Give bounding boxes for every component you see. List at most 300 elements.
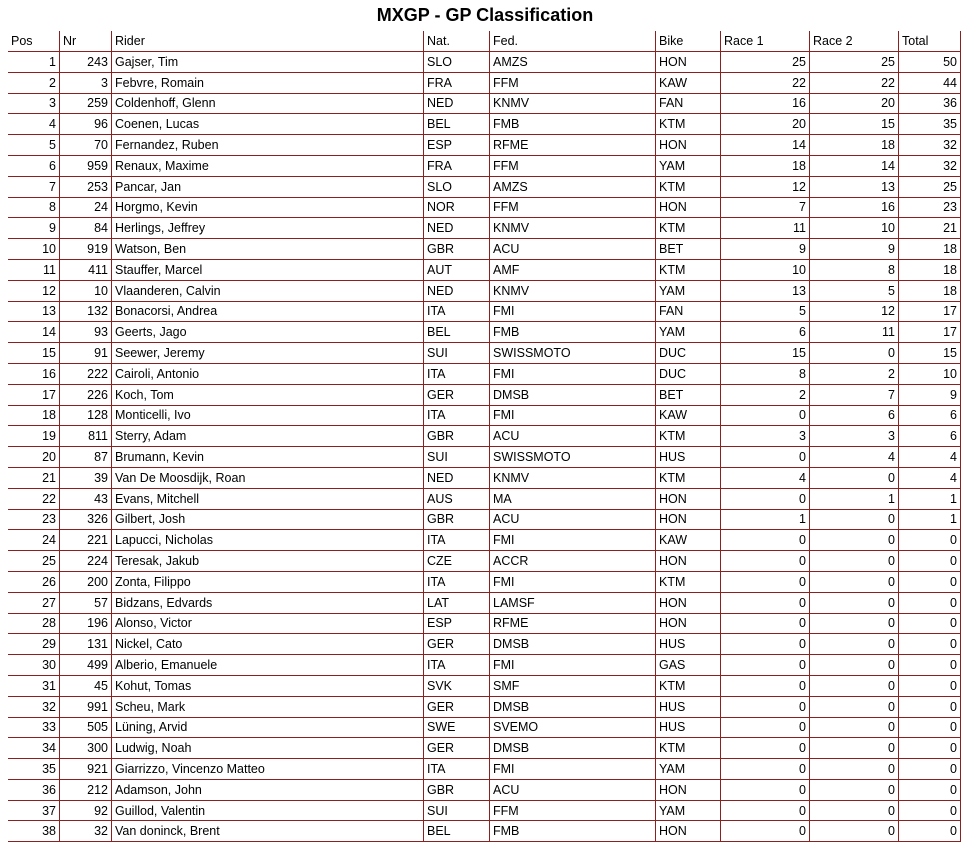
bike-cell: HON bbox=[656, 135, 721, 156]
nr-cell: 96 bbox=[60, 114, 112, 135]
race1-cell: 0 bbox=[721, 614, 810, 635]
table-row bbox=[8, 614, 961, 635]
race2-cell: 4 bbox=[810, 447, 899, 468]
rider-cell: Scheu, Mark bbox=[112, 697, 424, 718]
nat-cell: ITA bbox=[424, 572, 490, 593]
nat-cell: NOR bbox=[424, 198, 490, 219]
pos-cell: 35 bbox=[8, 759, 60, 780]
race1-cell: 0 bbox=[721, 530, 810, 551]
race2-cell: 18 bbox=[810, 135, 899, 156]
fed-cell: DMSB bbox=[490, 697, 656, 718]
race2-cell: 5 bbox=[810, 281, 899, 302]
rider-cell: Herlings, Jeffrey bbox=[112, 218, 424, 239]
fed-cell: FMI bbox=[490, 530, 656, 551]
rider-cell: Alberio, Emanuele bbox=[112, 655, 424, 676]
race2-cell: 3 bbox=[810, 426, 899, 447]
total-cell: 0 bbox=[899, 614, 961, 635]
fed-cell: FMB bbox=[490, 114, 656, 135]
fed-cell: FMB bbox=[490, 821, 656, 842]
pos-cell: 37 bbox=[8, 801, 60, 822]
race1-cell: 8 bbox=[721, 364, 810, 385]
race2-cell: 0 bbox=[810, 634, 899, 655]
fed-cell: FMB bbox=[490, 322, 656, 343]
nr-cell: 253 bbox=[60, 177, 112, 198]
pos-cell: 3 bbox=[8, 94, 60, 115]
bike-cell: KTM bbox=[656, 572, 721, 593]
bike-cell: KAW bbox=[656, 530, 721, 551]
race2-cell: 0 bbox=[810, 593, 899, 614]
rider-cell: Zonta, Filippo bbox=[112, 572, 424, 593]
bike-cell: KTM bbox=[656, 114, 721, 135]
rider-cell: Monticelli, Ivo bbox=[112, 406, 424, 427]
table-row bbox=[8, 759, 961, 780]
bike-cell: KTM bbox=[656, 676, 721, 697]
table-row bbox=[8, 551, 961, 572]
total-cell: 6 bbox=[899, 426, 961, 447]
rider-cell: Gilbert, Josh bbox=[112, 510, 424, 531]
nat-cell: ITA bbox=[424, 302, 490, 323]
total-cell: 0 bbox=[899, 738, 961, 759]
rider-cell: Geerts, Jago bbox=[112, 322, 424, 343]
nr-cell: 259 bbox=[60, 94, 112, 115]
fed-cell: LAMSF bbox=[490, 593, 656, 614]
nat-cell: GBR bbox=[424, 510, 490, 531]
nat-cell: ESP bbox=[424, 614, 490, 635]
race2-cell: 13 bbox=[810, 177, 899, 198]
table-row bbox=[8, 218, 961, 239]
total-cell: 9 bbox=[899, 385, 961, 406]
nr-cell: 226 bbox=[60, 385, 112, 406]
rider-cell: Alonso, Victor bbox=[112, 614, 424, 635]
bike-cell: BET bbox=[656, 385, 721, 406]
table-row bbox=[8, 135, 961, 156]
fed-cell: DMSB bbox=[490, 738, 656, 759]
race2-cell: 6 bbox=[810, 406, 899, 427]
nat-cell: ESP bbox=[424, 135, 490, 156]
fed-cell: FMI bbox=[490, 655, 656, 676]
rider-cell: Stauffer, Marcel bbox=[112, 260, 424, 281]
rider-cell: Nickel, Cato bbox=[112, 634, 424, 655]
pos-cell: 9 bbox=[8, 218, 60, 239]
race1-cell: 25 bbox=[721, 52, 810, 73]
race2-cell: 11 bbox=[810, 322, 899, 343]
fed-cell: ACU bbox=[490, 510, 656, 531]
pos-cell: 10 bbox=[8, 239, 60, 260]
rider-cell: Ludwig, Noah bbox=[112, 738, 424, 759]
table-row bbox=[8, 468, 961, 489]
pos-cell: 38 bbox=[8, 821, 60, 842]
race2-cell: 0 bbox=[810, 343, 899, 364]
table-row bbox=[8, 697, 961, 718]
nr-cell: 991 bbox=[60, 697, 112, 718]
total-cell: 6 bbox=[899, 406, 961, 427]
race2-cell: 0 bbox=[810, 572, 899, 593]
race2-cell: 0 bbox=[810, 614, 899, 635]
race1-cell: 14 bbox=[721, 135, 810, 156]
fed-cell: FMI bbox=[490, 572, 656, 593]
rider-cell: Pancar, Jan bbox=[112, 177, 424, 198]
header-fed[interactable]: Fed. bbox=[490, 31, 656, 52]
pos-cell: 36 bbox=[8, 780, 60, 801]
fed-cell: AMZS bbox=[490, 52, 656, 73]
table-row bbox=[8, 572, 961, 593]
fed-cell: SMF bbox=[490, 676, 656, 697]
race1-cell: 0 bbox=[721, 593, 810, 614]
race1-cell: 9 bbox=[721, 239, 810, 260]
nr-cell: 10 bbox=[60, 281, 112, 302]
total-cell: 36 bbox=[899, 94, 961, 115]
total-cell: 0 bbox=[899, 759, 961, 780]
nr-cell: 91 bbox=[60, 343, 112, 364]
table-row bbox=[8, 52, 961, 73]
nr-cell: 92 bbox=[60, 801, 112, 822]
race2-cell: 0 bbox=[810, 780, 899, 801]
total-cell: 0 bbox=[899, 530, 961, 551]
bike-cell: HUS bbox=[656, 447, 721, 468]
fed-cell: MA bbox=[490, 489, 656, 510]
bike-cell: YAM bbox=[656, 156, 721, 177]
total-cell: 0 bbox=[899, 697, 961, 718]
nat-cell: SUI bbox=[424, 343, 490, 364]
nr-cell: 919 bbox=[60, 239, 112, 260]
nr-cell: 221 bbox=[60, 530, 112, 551]
rider-cell: Adamson, John bbox=[112, 780, 424, 801]
pos-cell: 15 bbox=[8, 343, 60, 364]
race1-cell: 0 bbox=[721, 634, 810, 655]
race2-cell: 0 bbox=[810, 821, 899, 842]
pos-cell: 22 bbox=[8, 489, 60, 510]
total-cell: 4 bbox=[899, 468, 961, 489]
rider-cell: Coldenhoff, Glenn bbox=[112, 94, 424, 115]
total-cell: 17 bbox=[899, 302, 961, 323]
rider-cell: Giarrizzo, Vincenzo Matteo bbox=[112, 759, 424, 780]
total-cell: 0 bbox=[899, 655, 961, 676]
race1-cell: 0 bbox=[721, 655, 810, 676]
nr-cell: 224 bbox=[60, 551, 112, 572]
nat-cell: AUT bbox=[424, 260, 490, 281]
race2-cell: 25 bbox=[810, 52, 899, 73]
nr-cell: 87 bbox=[60, 447, 112, 468]
race1-cell: 6 bbox=[721, 322, 810, 343]
rider-cell: Renaux, Maxime bbox=[112, 156, 424, 177]
header-race1[interactable]: Race 1 bbox=[721, 31, 810, 52]
race2-cell: 20 bbox=[810, 94, 899, 115]
pos-cell: 29 bbox=[8, 634, 60, 655]
race1-cell: 0 bbox=[721, 406, 810, 427]
table-row bbox=[8, 94, 961, 115]
pos-cell: 5 bbox=[8, 135, 60, 156]
bike-cell: YAM bbox=[656, 322, 721, 343]
rider-cell: Lüning, Arvid bbox=[112, 718, 424, 739]
fed-cell: FMI bbox=[490, 759, 656, 780]
bike-cell: KTM bbox=[656, 177, 721, 198]
nat-cell: AUS bbox=[424, 489, 490, 510]
pos-cell: 31 bbox=[8, 676, 60, 697]
nr-cell: 499 bbox=[60, 655, 112, 676]
nr-cell: 128 bbox=[60, 406, 112, 427]
nat-cell: SLO bbox=[424, 177, 490, 198]
rider-cell: Watson, Ben bbox=[112, 239, 424, 260]
table-row bbox=[8, 738, 961, 759]
pos-cell: 26 bbox=[8, 572, 60, 593]
pos-cell: 33 bbox=[8, 718, 60, 739]
nat-cell: BEL bbox=[424, 114, 490, 135]
nat-cell: FRA bbox=[424, 73, 490, 94]
pos-cell: 30 bbox=[8, 655, 60, 676]
header-race2[interactable]: Race 2 bbox=[810, 31, 899, 52]
nr-cell: 45 bbox=[60, 676, 112, 697]
table-row bbox=[8, 530, 961, 551]
race2-cell: 15 bbox=[810, 114, 899, 135]
race1-cell: 4 bbox=[721, 468, 810, 489]
pos-cell: 21 bbox=[8, 468, 60, 489]
table-row bbox=[8, 489, 961, 510]
race1-cell: 18 bbox=[721, 156, 810, 177]
nat-cell: GER bbox=[424, 634, 490, 655]
table-row bbox=[8, 447, 961, 468]
nat-cell: BEL bbox=[424, 322, 490, 343]
nat-cell: GBR bbox=[424, 239, 490, 260]
pos-cell: 13 bbox=[8, 302, 60, 323]
race2-cell: 16 bbox=[810, 198, 899, 219]
total-cell: 0 bbox=[899, 676, 961, 697]
bike-cell: KTM bbox=[656, 738, 721, 759]
table-row bbox=[8, 510, 961, 531]
nat-cell: SUI bbox=[424, 801, 490, 822]
fed-cell: KNMV bbox=[490, 468, 656, 489]
total-cell: 4 bbox=[899, 447, 961, 468]
nat-cell: FRA bbox=[424, 156, 490, 177]
total-cell: 17 bbox=[899, 322, 961, 343]
nr-cell: 222 bbox=[60, 364, 112, 385]
pos-cell: 20 bbox=[8, 447, 60, 468]
pos-cell: 14 bbox=[8, 322, 60, 343]
fed-cell: DMSB bbox=[490, 634, 656, 655]
race2-cell: 12 bbox=[810, 302, 899, 323]
table-row bbox=[8, 239, 961, 260]
header-row bbox=[8, 31, 961, 52]
bike-cell: DUC bbox=[656, 364, 721, 385]
header-bike[interactable]: Bike bbox=[656, 31, 721, 52]
nat-cell: ITA bbox=[424, 364, 490, 385]
race2-cell: 10 bbox=[810, 218, 899, 239]
fed-cell: RFME bbox=[490, 614, 656, 635]
table-row bbox=[8, 406, 961, 427]
race1-cell: 0 bbox=[721, 780, 810, 801]
race2-cell: 2 bbox=[810, 364, 899, 385]
bike-cell: YAM bbox=[656, 801, 721, 822]
rider-cell: Gajser, Tim bbox=[112, 52, 424, 73]
race2-cell: 7 bbox=[810, 385, 899, 406]
race2-cell: 1 bbox=[810, 489, 899, 510]
race1-cell: 0 bbox=[721, 738, 810, 759]
header-total[interactable]: Total bbox=[899, 31, 961, 52]
rider-cell: Koch, Tom bbox=[112, 385, 424, 406]
total-cell: 25 bbox=[899, 177, 961, 198]
bike-cell: HON bbox=[656, 593, 721, 614]
pos-cell: 16 bbox=[8, 364, 60, 385]
total-cell: 0 bbox=[899, 801, 961, 822]
pos-cell: 32 bbox=[8, 697, 60, 718]
nat-cell: GER bbox=[424, 385, 490, 406]
bike-cell: FAN bbox=[656, 302, 721, 323]
nr-cell: 32 bbox=[60, 821, 112, 842]
race1-cell: 0 bbox=[721, 676, 810, 697]
race1-cell: 16 bbox=[721, 94, 810, 115]
nat-cell: SLO bbox=[424, 52, 490, 73]
fed-cell: FMI bbox=[490, 364, 656, 385]
race2-cell: 0 bbox=[810, 697, 899, 718]
table-row bbox=[8, 73, 961, 94]
race1-cell: 20 bbox=[721, 114, 810, 135]
race1-cell: 0 bbox=[721, 801, 810, 822]
table-row bbox=[8, 260, 961, 281]
bike-cell: HUS bbox=[656, 634, 721, 655]
race2-cell: 0 bbox=[810, 676, 899, 697]
pos-cell: 18 bbox=[8, 406, 60, 427]
table-row bbox=[8, 655, 961, 676]
nat-cell: LAT bbox=[424, 593, 490, 614]
bike-cell: BET bbox=[656, 239, 721, 260]
nr-cell: 196 bbox=[60, 614, 112, 635]
table-row bbox=[8, 801, 961, 822]
race2-cell: 0 bbox=[810, 718, 899, 739]
nr-cell: 93 bbox=[60, 322, 112, 343]
total-cell: 0 bbox=[899, 821, 961, 842]
fed-cell: KNMV bbox=[490, 281, 656, 302]
nr-cell: 132 bbox=[60, 302, 112, 323]
rider-cell: Brumann, Kevin bbox=[112, 447, 424, 468]
bike-cell: HON bbox=[656, 489, 721, 510]
header-pos[interactable]: Pos bbox=[8, 31, 60, 52]
total-cell: 10 bbox=[899, 364, 961, 385]
race1-cell: 2 bbox=[721, 385, 810, 406]
race1-cell: 0 bbox=[721, 718, 810, 739]
table-row bbox=[8, 385, 961, 406]
fed-cell: ACU bbox=[490, 426, 656, 447]
nr-cell: 57 bbox=[60, 593, 112, 614]
rider-cell: Fernandez, Ruben bbox=[112, 135, 424, 156]
bike-cell: HON bbox=[656, 821, 721, 842]
rider-cell: Coenen, Lucas bbox=[112, 114, 424, 135]
race2-cell: 0 bbox=[810, 655, 899, 676]
pos-cell: 2 bbox=[8, 73, 60, 94]
total-cell: 32 bbox=[899, 156, 961, 177]
pos-cell: 34 bbox=[8, 738, 60, 759]
race1-cell: 3 bbox=[721, 426, 810, 447]
total-cell: 18 bbox=[899, 260, 961, 281]
pos-cell: 7 bbox=[8, 177, 60, 198]
bike-cell: HON bbox=[656, 52, 721, 73]
rider-cell: Sterry, Adam bbox=[112, 426, 424, 447]
nr-cell: 959 bbox=[60, 156, 112, 177]
nat-cell: NED bbox=[424, 468, 490, 489]
bike-cell: HON bbox=[656, 198, 721, 219]
pos-cell: 24 bbox=[8, 530, 60, 551]
total-cell: 44 bbox=[899, 73, 961, 94]
nat-cell: ITA bbox=[424, 530, 490, 551]
nr-cell: 131 bbox=[60, 634, 112, 655]
nr-cell: 243 bbox=[60, 52, 112, 73]
fed-cell: AMF bbox=[490, 260, 656, 281]
race2-cell: 0 bbox=[810, 801, 899, 822]
rider-cell: Bonacorsi, Andrea bbox=[112, 302, 424, 323]
fed-cell: ACU bbox=[490, 239, 656, 260]
race2-cell: 8 bbox=[810, 260, 899, 281]
rider-cell: Kohut, Tomas bbox=[112, 676, 424, 697]
bike-cell: YAM bbox=[656, 759, 721, 780]
header-nr[interactable]: Nr bbox=[60, 31, 112, 52]
race1-cell: 15 bbox=[721, 343, 810, 364]
nat-cell: ITA bbox=[424, 759, 490, 780]
nr-cell: 921 bbox=[60, 759, 112, 780]
nat-cell: SUI bbox=[424, 447, 490, 468]
fed-cell: ACCR bbox=[490, 551, 656, 572]
rider-cell: Lapucci, Nicholas bbox=[112, 530, 424, 551]
total-cell: 35 bbox=[899, 114, 961, 135]
rider-cell: Van doninck, Brent bbox=[112, 821, 424, 842]
rider-cell: Van De Moosdijk, Roan bbox=[112, 468, 424, 489]
rider-cell: Vlaanderen, Calvin bbox=[112, 281, 424, 302]
race2-cell: 0 bbox=[810, 738, 899, 759]
race1-cell: 0 bbox=[721, 759, 810, 780]
fed-cell: AMZS bbox=[490, 177, 656, 198]
nr-cell: 3 bbox=[60, 73, 112, 94]
nr-cell: 411 bbox=[60, 260, 112, 281]
race2-cell: 9 bbox=[810, 239, 899, 260]
race1-cell: 11 bbox=[721, 218, 810, 239]
header-nat[interactable]: Nat. bbox=[424, 31, 490, 52]
race2-cell: 0 bbox=[810, 510, 899, 531]
rider-cell: Horgmo, Kevin bbox=[112, 198, 424, 219]
race1-cell: 22 bbox=[721, 73, 810, 94]
total-cell: 0 bbox=[899, 718, 961, 739]
race1-cell: 1 bbox=[721, 510, 810, 531]
rider-cell: Seewer, Jeremy bbox=[112, 343, 424, 364]
total-cell: 0 bbox=[899, 593, 961, 614]
header-rider[interactable]: Rider bbox=[112, 31, 424, 52]
race1-cell: 13 bbox=[721, 281, 810, 302]
table-row bbox=[8, 156, 961, 177]
nr-cell: 84 bbox=[60, 218, 112, 239]
table-row bbox=[8, 281, 961, 302]
nat-cell: ITA bbox=[424, 406, 490, 427]
race1-cell: 0 bbox=[721, 489, 810, 510]
rider-cell: Febvre, Romain bbox=[112, 73, 424, 94]
fed-cell: FFM bbox=[490, 198, 656, 219]
nat-cell: GER bbox=[424, 697, 490, 718]
nr-cell: 212 bbox=[60, 780, 112, 801]
total-cell: 32 bbox=[899, 135, 961, 156]
bike-cell: KAW bbox=[656, 406, 721, 427]
nr-cell: 200 bbox=[60, 572, 112, 593]
bike-cell: KTM bbox=[656, 260, 721, 281]
table-row bbox=[8, 718, 961, 739]
pos-cell: 6 bbox=[8, 156, 60, 177]
nr-cell: 39 bbox=[60, 468, 112, 489]
nat-cell: NED bbox=[424, 281, 490, 302]
pos-cell: 17 bbox=[8, 385, 60, 406]
bike-cell: HON bbox=[656, 551, 721, 572]
total-cell: 18 bbox=[899, 239, 961, 260]
table-row bbox=[8, 676, 961, 697]
bike-cell: HON bbox=[656, 780, 721, 801]
table-row bbox=[8, 322, 961, 343]
fed-cell: FMI bbox=[490, 302, 656, 323]
fed-cell: KNMV bbox=[490, 94, 656, 115]
table-row bbox=[8, 198, 961, 219]
race2-cell: 0 bbox=[810, 551, 899, 572]
